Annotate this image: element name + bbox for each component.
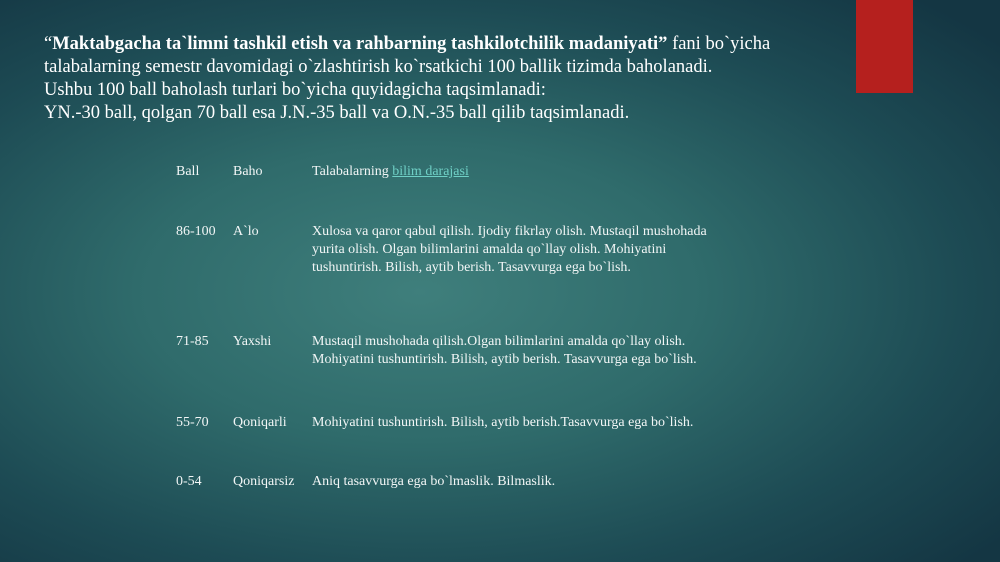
row-ball: 0-54 [176,474,202,489]
intro-line-1 [44,33,844,56]
row-description [312,414,693,432]
accent-bar [856,0,913,93]
header-description [312,163,469,181]
row-baho: A`lo [233,224,259,239]
subject-title: Maktabgacha ta`limni tashkil etish va rahbarning tashkilotchilik madaniyati” [52,34,668,54]
row-description-line: Xulosa va qaror qabul qilish. Ijodiy fikrlay olish. Mustaqil mushohada [312,224,707,239]
row-ball: 71-85 [176,334,209,349]
row-description-line: Aniq tasavvurga ega bo`lmaslik. Bilmaslik. [312,474,556,489]
intro-line-4: YN.-30 ball, qolgan 70 ball esa J.N.-35 ball va O.N.-35 ball qilib taqsimlanadi. [44,103,630,123]
intro-line-1-rest: fani bo`yicha [667,34,771,54]
header-ball: Ball [176,164,200,179]
row-baho: Qoniqarsiz [233,474,295,489]
row-description-line: Mohiyatini tushuntirish. Bilish, aytib berish.Tasavvurga ega bo`lish. [312,415,694,430]
bilim-darajasi-link[interactable]: bilim darajasi [392,164,469,179]
row-description [312,473,555,491]
intro-paragraph [44,33,844,125]
header-desc-prefix: Talabalarning [312,164,393,179]
row-baho: Qoniqarli [233,415,287,430]
row-ball: 55-70 [176,415,209,430]
row-description-line: yurita olish. Olgan bilimlarini amalda qo`llay olish. Mohiyatini [312,242,667,257]
open-quote: “ [44,34,53,54]
row-description-line: Mohiyatini tushuntirish. Bilish, aytib berish. Tasavvurga ega bo`lish. [312,352,697,367]
row-description-line: Mustaqil mushohada qilish.Olgan bilimlarini amalda qo`llay olish. [312,334,686,349]
row-description [312,223,707,277]
header-baho: Baho [233,164,263,179]
intro-line-3: Ushbu 100 ball baholash turlari bo`yicha quyidagicha taqsimlanadi: [44,80,546,100]
row-description-line: tushuntirish. Bilish, aytib berish. Tasavvurga ega bo`lish. [312,260,631,275]
row-description [312,333,697,369]
row-baho: Yaxshi [233,334,272,349]
intro-line-2: talabalarning semestr davomidagi o`zlashtirish ko`rsatkichi 100 ballik tizimda baholanadi. [44,57,713,77]
row-ball: 86-100 [176,224,216,239]
